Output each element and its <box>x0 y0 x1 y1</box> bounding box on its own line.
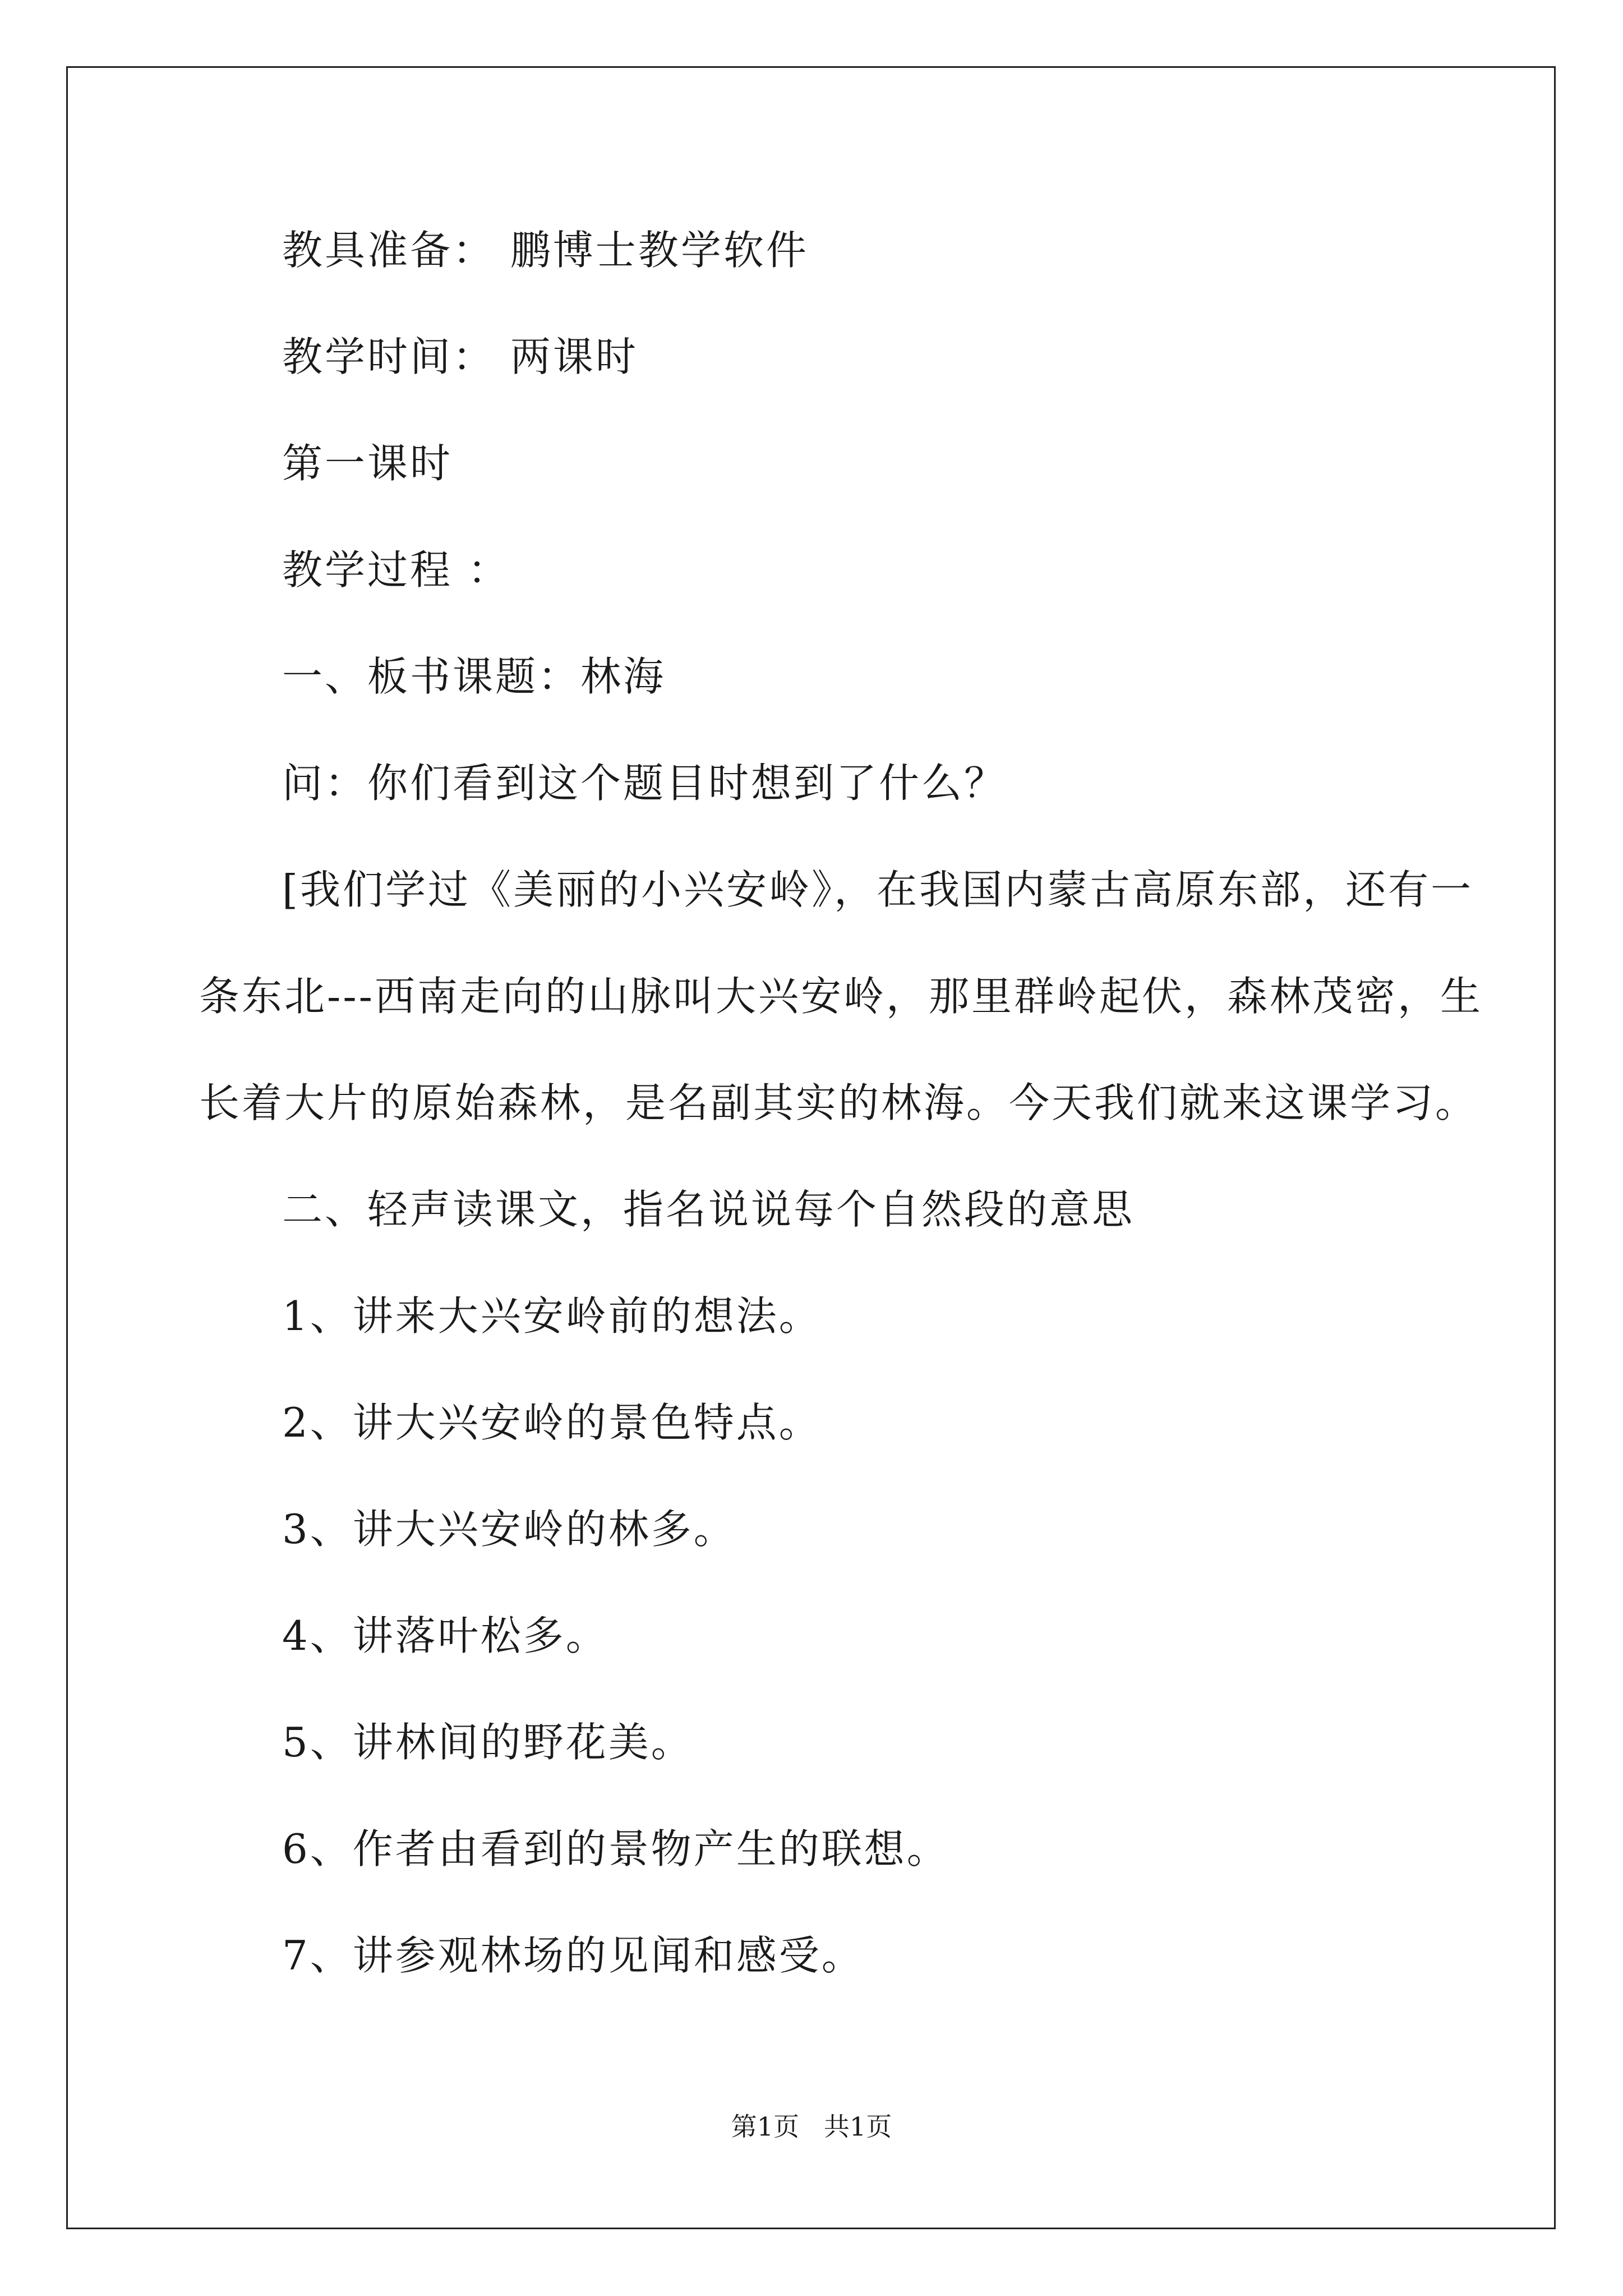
paragraph-question: 问：你们看到这个题目时想到了什么？ <box>282 760 1007 807</box>
page-border <box>66 66 1556 2229</box>
paragraph-step-one: 一、板书课题：林海 <box>282 653 666 700</box>
paragraph-first-lesson: 第一课时 <box>282 440 453 487</box>
list-item-2: 2、讲大兴安岭的景色特点。 <box>282 1399 822 1446</box>
list-item-6: 6、作者由看到的景物产生的联想。 <box>282 1825 949 1872</box>
list-item-3: 3、讲大兴安岭的林多。 <box>282 1506 736 1553</box>
paragraph-teaching-aids: 教具准备： 鹏博士教学软件 <box>282 227 809 274</box>
paragraph-process-heading: 教学过程 ： <box>282 546 510 593</box>
paragraph-intro-line-3: 长着大片的原始森林，是名副其实的林海。今天我们就来这课学习。 <box>199 1079 1478 1126</box>
list-item-4: 4、讲落叶松多。 <box>282 1612 608 1659</box>
paragraph-step-two: 二、轻声读课文，指名说说每个自然段的意思 <box>282 1186 1135 1233</box>
list-item-7: 7、讲参观林场的见闻和感受。 <box>282 1932 864 1979</box>
paragraph-teaching-time: 教学时间： 两课时 <box>282 333 638 380</box>
paragraph-intro-line-2: 条东北---西南走向的山脉叫大兴安岭，那里群岭起伏，森林茂密，生 <box>199 973 1483 1020</box>
list-item-1: 1、讲来大兴安岭前的想法。 <box>282 1292 822 1340</box>
list-item-5: 5、讲林间的野花美。 <box>282 1719 694 1766</box>
paragraph-intro-line-1: [我们学过《美丽的小兴安岭》，在我国内蒙古高原东部，还有一 <box>282 866 1474 913</box>
page-footer: 第1页 共1页 <box>731 2111 892 2142</box>
